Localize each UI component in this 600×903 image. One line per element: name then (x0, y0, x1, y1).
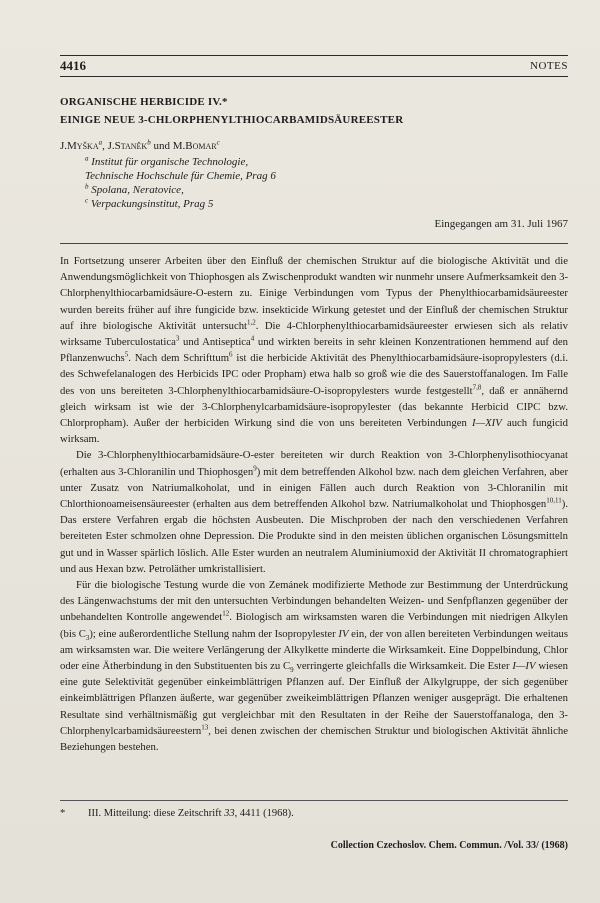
article-body (60, 253, 568, 755)
paragraph-3: Für die biologische Testung wurde die von Zemánek modifizierte Methode zur Bestimmung der Unterdrückung des Längenwachstums der mit den untersuchten Verbindungen behandelten Weizen- und Senfpflanzen gegenüber der unbehandelten Kontrolle angewendet$^{12}$. Biologisch am wirksamsten waren die Verbindungen mit niedrigen Alkylen (bis $C_3$); eine außerordentliche Stellung nahm der Isopropylester IV ein, der von allen bereiteten Verbindungen weitaus am wirksamsten war. Die weitere Verlängerung der Alkylkette minderte die Wirksamkeit. Eine Doppelbindung, Chlor oder eine Ätherbindung in den Substituenten bis zu $C_9$ verringerte gleichfalls die Wirksamkeit. Die Ester I—IV wiesen eine gute Selektivität gegenüber einkeimblättrigen Pflanzen auf. Der Einfluß der Alkylgruppe, der sich gegenüber einkeimblättrigen Pflanzen äußerte, war gegenüber zweikeimblättrigen Pflanzen weniger ausgeprägt. Die erhaltenen Resultate sind verhältnismäßig gut vergleichbar mit den Resultaten in der Reihe der Sauerstoffanaloga, den 3-Chlorphenylcarbamidsäureestern$^{13}$, bei denen zwischen der chemischen Struktur und biologischen Aktivität ähnliche Beziehungen bestehen. (60, 579, 568, 754)
affiliation-b: $^b$ Spolana, Neratovice, (85, 182, 184, 196)
title-line-1: ORGANISCHE HERBICIDE IV.* (60, 96, 228, 108)
page-number: 4416 (60, 58, 86, 73)
paragraph-2: Die 3-Chlorphenylthiocarbamidsäure-O-ester bereiteten wir durch Reaktion von 3-Chlorphenylisothiocyanat (erhalten aus 3-Chloranilin und Thiophosgen$^9$) mit dem betreffenden Alkohol bzw. nach dem gleichen Verfahren, aber unter Zusatz von Natriumalkoholat, und in einigen Fällen auch durch Reaktion von 3-Chloranilin mit Chlorthionoameisensäureester (erhalten aus dem betreffenden Alkohol bzw. Natriumalkoholat und Thiophosgen$^{10,11}$). Das erstere Verfahren ergab die höchsten Ausbeuten. Die Mischproben der nach den verschiedenen Verfahren bereiteten Ester schmolzen ohne Depression. Die Produkte sind in den meisten üblichen organischen Lösungsmitteln gut und in Wasser spärlich löslich. Alle Ester wurden an neutralem Aluminiumoxid der Aktivität II chromatographiert und aus Hexan bzw. Petroläther umkristallisiert. (60, 449, 569, 575)
header-bottom-rule (60, 76, 568, 77)
received-date: Eingegangen am 31. Juli 1967 (434, 218, 568, 230)
author-list: J.Myška$^a$, J.Staněk$^b$ und M.Bomar$^c$ (60, 138, 220, 152)
footnote-rule (60, 800, 568, 801)
author-1: J.Myška$^a$ (60, 138, 103, 152)
separator-rule (60, 243, 568, 244)
footnote: * III. Mitteilung: diese Zeitschrift 33, 4411 (1968). (60, 808, 294, 819)
author-3: M.Bomar$^c$ (172, 138, 220, 152)
journal-footer: Collection Czechoslov. Chem. Commun. /Vol. 33/ (1968) (330, 840, 568, 851)
author-2: J.Staněk$^b$ (107, 138, 151, 152)
paragraph-1: In Fortsetzung unserer Arbeiten über den Einfluß der chemischen Struktur auf die biologische Aktivität und die Anwendungsmöglichkeit von Thiophosgen als Zwischenprodukt wandten wir nunmehr unsere Aufmerksamkeit den 3-Chlorphenylthiocarbamidsäure-O-estern zu. Einige Verbindungen vom Typus der Phenylthiocarbamidsäureester wurden bereits früher auf ihre fungicide bzw. insekticide Wirkung getestet und der Einfluß der chemischen Struktur auf ihre biologische Aktivität untersucht$^{1,2}$. Die 4-Chlorphenylthiocarbamidsäureester erwiesen sich als relativ wirksame Tuberculostatica$^3$ und Antiseptica$^4$ und wirkten bereits in sehr kleinen Konzentrationen hemmend auf den Pflanzenwuchs$^5$. Nach dem Schrifttum$^6$ ist die herbicide Aktivität des Phenylthiocarbamidsäure-isopropylesters (d.i. des Schwefelanalogen des Herbicids IPC oder Propham) etwa halb so groß wie die des Sauerstoffanalogen. Im Falle des von uns bereiteten 3-Chlorphenylthiocarbamidsäure-O-isopropylesters wurde festgestellt$^{7,8}$, daß er annähernd gleich wirksam ist wie der 3-Chlorphenylcarbamidsäure-isopropylester (das bekannte Herbicid CIPC bzw. Chlorpropham). Außer der herbiciden Wirkung sind die von uns bereiteten Verbindungen I—XIV auch fungicid wirksam. (60, 255, 568, 446)
title-line-2: EINIGE NEUE 3-CHLORPHENYLTHIOCARBAMIDSÄUREESTER (60, 114, 404, 126)
section-label: NOTES (530, 60, 568, 72)
affiliation-c: $^c$ Verpackungsinstitut, Prag 5 (85, 196, 214, 210)
header-top-rule (60, 55, 568, 56)
affiliation-a: $^a$ Institut für organische Technologie, (85, 154, 249, 168)
affiliation-a-line-2: Technische Hochschule für Chemie, Prag 6 (85, 170, 276, 182)
